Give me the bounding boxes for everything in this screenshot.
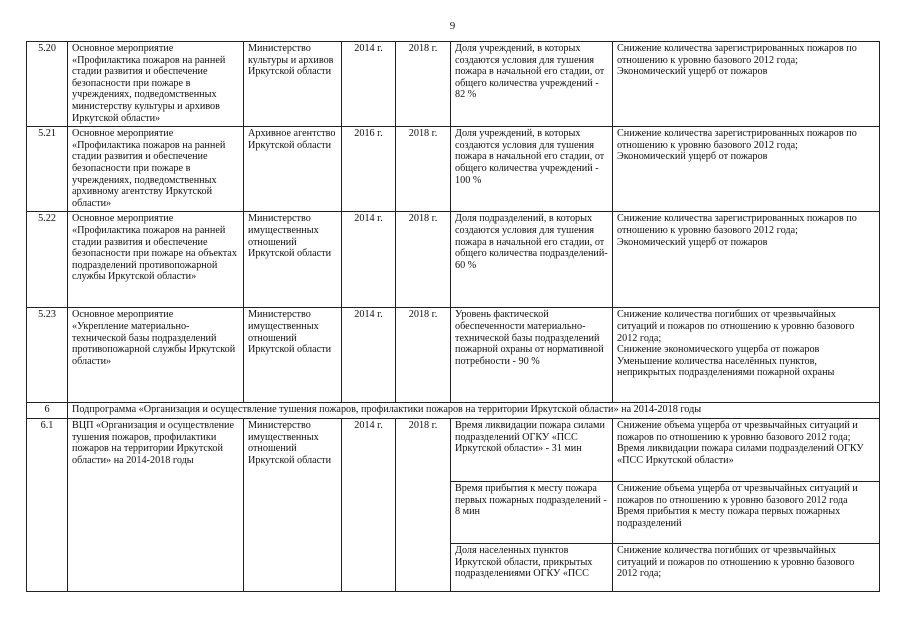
measure-cell: Основное мероприятие «Профилактика пожаров на ранней стадии развития и обеспечение безопасности при пожаре в учреждениях, подведомственных министерству культуры и архивов Иркутской области» <box>68 42 244 127</box>
row-number: 5.21 <box>27 127 68 212</box>
executor-cell: Министерство имущественных отношений Иркутской области <box>244 308 342 403</box>
indicator-cell: Время прибытия к месту пожара первых пожарных подразделений - 8 мин <box>451 481 613 543</box>
table-row <box>27 308 880 403</box>
result-cell: Снижение объема ущерба от чрезвычайных ситуаций и пожаров по отношению к уровню базового 2012 года Время прибытия к месту пожара первых пожарных подразделений <box>613 481 880 543</box>
row-number: 5.23 <box>27 308 68 403</box>
result-cell: Снижение количества погибших от чрезвычайных ситуаций и пожаров по отношению к уровню базового 2012 года; <box>613 543 880 591</box>
table-row <box>27 212 880 308</box>
result-cell: Снижение количества погибших от чрезвычайных ситуаций и пожаров по отношению к уровню базового 2012 года; Снижение экономического ущерба от пожаров Уменьшение количества населённых пунктов, неприкрытых подразделениями пожарной охраны <box>613 308 880 403</box>
start-year-cell: 2014 г. <box>342 212 396 308</box>
executor-cell: Министерство имущественных отношений Иркутской области <box>244 212 342 308</box>
indicator-cell: Доля учреждений, в которых создаются условия для тушения пожара в начальной его стадии, от общего количества учреждений - 100 % <box>451 127 613 212</box>
table-row <box>27 42 880 127</box>
end-year-cell: 2018 г. <box>396 308 451 403</box>
measure-cell: ВЦП «Организация и осуществление тушения пожаров, профилактики пожаров на территории Иркутской области» на 2014-2018 годы <box>68 418 244 591</box>
result-cell: Снижение количества зарегистрированных пожаров по отношению к уровню базового 2012 года; Экономический ущерб от пожаров <box>613 212 880 308</box>
measure-cell: Основное мероприятие «Профилактика пожаров на ранней стадии развития и обеспечение безопасности при пожаре на объектах подразделений противопожарной службы Иркутской области» <box>68 212 244 308</box>
executor-cell: Архивное агентство Иркутской области <box>244 127 342 212</box>
indicator-cell: Доля населенных пунктов Иркутской области, прикрытых подразделениями ОГКУ «ПСС <box>451 543 613 591</box>
start-year-cell: 2014 г. <box>342 308 396 403</box>
result-cell: Снижение количества зарегистрированных пожаров по отношению к уровню базового 2012 года; Экономический ущерб от пожаров <box>613 42 880 127</box>
indicator-cell: Время ликвидации пожара силами подразделений ОГКУ «ПСС Иркутской области» - 31 мин <box>451 418 613 481</box>
row-number: 5.20 <box>27 42 68 127</box>
start-year-cell: 2014 г. <box>342 42 396 127</box>
table-row <box>27 127 880 212</box>
measure-cell: Основное мероприятие «Профилактика пожаров на ранней стадии развития и обеспечение безопасности при пожаре в учреждениях, подведомственных архивному агентству Иркутской области» <box>68 127 244 212</box>
start-year-cell: 2016 г. <box>342 127 396 212</box>
indicator-cell: Уровень фактической обеспеченности материально-технической базы подразделений пожарной охраны от нормативной потребности - 90 % <box>451 308 613 403</box>
program-measures-table <box>26 41 880 592</box>
indicator-cell: Доля учреждений, в которых создаются условия для тушения пожара в начальной его стадии, от общего количества учреждений - 82 % <box>451 42 613 127</box>
subprogram-row <box>27 403 880 419</box>
end-year-cell: 2018 г. <box>396 212 451 308</box>
page-number: 9 <box>449 20 456 32</box>
table-row <box>27 418 880 481</box>
row-number: 5.22 <box>27 212 68 308</box>
measure-cell: Основное мероприятие «Укрепление материально-технической базы подразделений противопожарной службы Иркутской области» <box>68 308 244 403</box>
indicator-cell: Доля подразделений, в которых создаются условия для тушения пожара в начальной его стадии, от общего количества подразделений- 60 % <box>451 212 613 308</box>
subprogram-number: 6 <box>27 403 68 419</box>
row-number: 6.1 <box>27 418 68 591</box>
result-cell: Снижение количества зарегистрированных пожаров по отношению к уровню базового 2012 года; Экономический ущерб от пожаров <box>613 127 880 212</box>
end-year-cell: 2018 г. <box>396 42 451 127</box>
executor-cell: Министерство культуры и архивов Иркутской области <box>244 42 342 127</box>
result-cell: Снижение объема ущерба от чрезвычайных ситуаций и пожаров по отношению к уровню базового 2012 года; Время ликвидации пожара силами подразделений ОГКУ «ПСС Иркутской области» <box>613 418 880 481</box>
executor-cell: Министерство имущественных отношений Иркутской области <box>244 418 342 591</box>
end-year-cell: 2018 г. <box>396 418 451 591</box>
subprogram-title: Подпрограмма «Организация и осуществление тушения пожаров, профилактики пожаров на территории Иркутской области» на 2014-2018 годы <box>68 403 880 419</box>
end-year-cell: 2018 г. <box>396 127 451 212</box>
start-year-cell: 2014 г. <box>342 418 396 591</box>
